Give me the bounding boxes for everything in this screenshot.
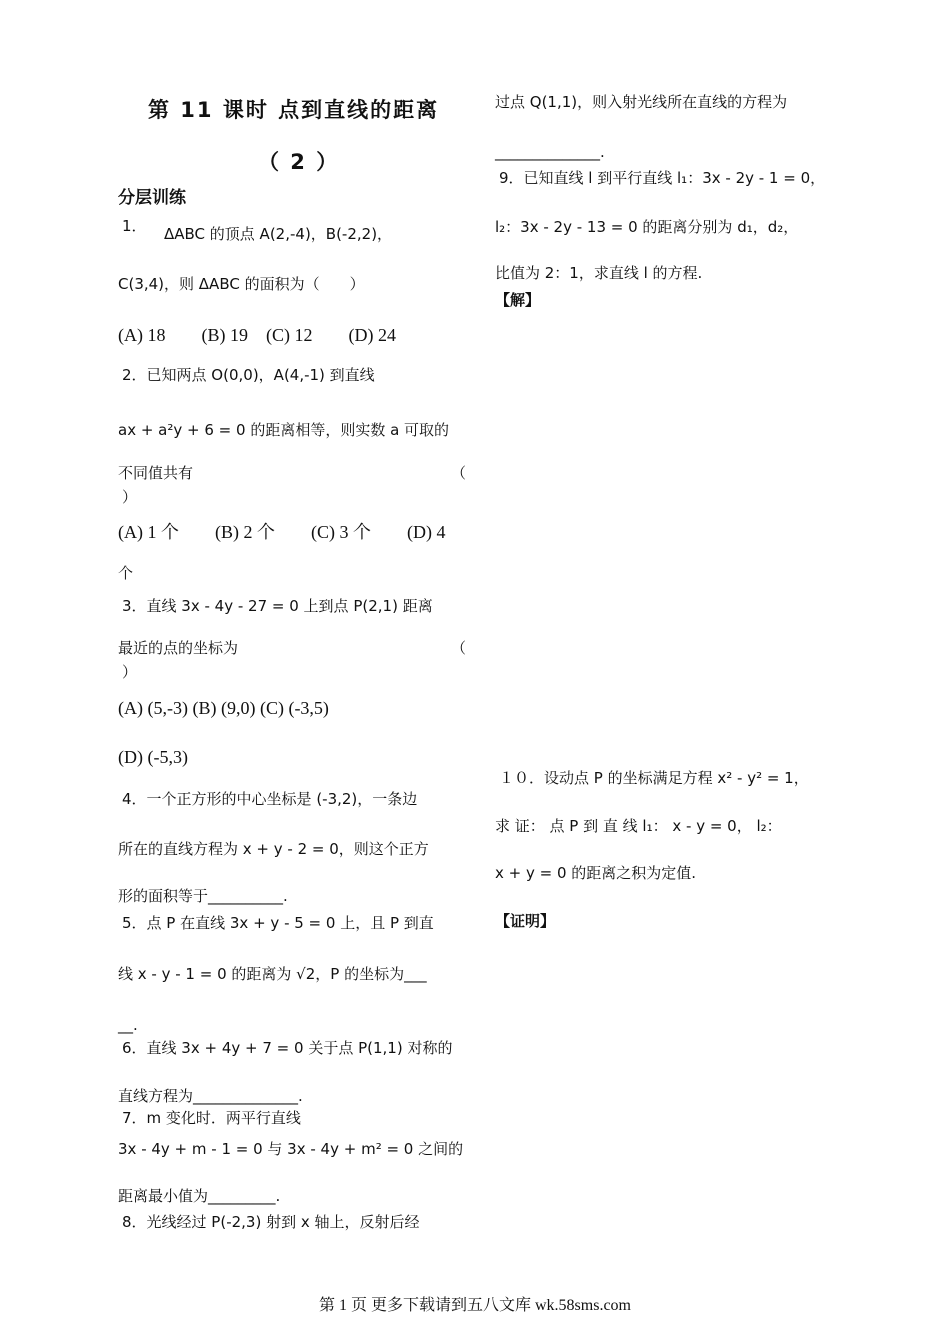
q2-options: (A) 1 个 (B) 2 个 (C) 3 个 (D) 4 <box>118 522 446 542</box>
section-heading: 分层训练 <box>118 188 186 208</box>
q10-line-1: １０．设动点 P 的坐标满足方程 x² - y² = 1， <box>499 769 809 787</box>
q8-line-2: 过点 Q(1,1)，则入射光线所在直线的方程为 <box>495 93 788 111</box>
q9-line-3: 比值为 2：1，求直线 l 的方程. <box>495 264 703 282</box>
q4-line-2: 所在的直线方程为 x + y - 2 = 0，则这个正方 <box>118 840 429 858</box>
q9-line-1: 9．已知直线 l 到平行直线 l₁：3x - 2y - 1 = 0， <box>499 169 826 187</box>
q9-line-2: l₂：3x - 2y - 13 = 0 的距离分别为 d₁，d₂， <box>495 218 799 236</box>
q6-line-2: 直线方程为______________. <box>118 1087 303 1105</box>
q1-options: (A) 18 (B) 19 (C) 12 (D) 24 <box>118 325 396 345</box>
q1-line-1: ΔABC 的顶点 A(2,-4)，B(-2,2)， <box>164 225 393 243</box>
q6-line-1: 6．直线 3x + 4y + 7 = 0 关于点 P(1,1) 对称的 <box>122 1039 453 1057</box>
q3-paren-close: ） <box>122 663 138 681</box>
q10-line-3: x + y = 0 的距离之积为定值. <box>495 864 697 882</box>
q5-line-3: __. <box>118 1016 138 1034</box>
q1-line-2: C(3,4)，则 ΔABC 的面积为（ ） <box>118 275 365 293</box>
q7-line-3: 距离最小值为_________. <box>118 1187 281 1205</box>
page-subtitle: （ 2 ） <box>258 150 340 174</box>
q4-line-1: 4．一个正方形的中心坐标是 (-3,2)，一条边 <box>122 790 418 808</box>
q3-line-1: 3．直线 3x - 4y - 27 = 0 上到点 P(2,1) 距离 <box>122 597 433 615</box>
q2-line-6: 个 <box>118 564 134 582</box>
q3-paren-open: （ <box>451 639 467 657</box>
q2-paren-close: ） <box>122 488 138 506</box>
q2-line-3: 不同值共有 <box>118 464 194 482</box>
q10-proof-label: 【证明】 <box>495 912 556 930</box>
q4-line-3: 形的面积等于__________. <box>118 887 288 905</box>
q10-line-2: 求 证： 点 P 到 直 线 l₁： x - y = 0， l₂： <box>495 817 782 835</box>
q3-options-2: (D) (-5,3) <box>118 747 188 767</box>
page-title: 第 11 课时 点到直线的距离 <box>148 98 440 122</box>
q3-options-1: (A) (5,-3) (B) (9,0) (C) (-3,5) <box>118 698 329 718</box>
q2-paren-open: （ <box>451 464 467 482</box>
q7-line-2: 3x - 4y + m - 1 = 0 与 3x - 4y + m² = 0 之间的 <box>118 1140 464 1158</box>
q7-line-1: 7．m 变化时．两平行直线 <box>122 1109 301 1127</box>
q2-line-1: 2．已知两点 O(0,0)，A(4,-1) 到直线 <box>122 366 375 384</box>
q5-line-1: 5．点 P 在直线 3x + y - 5 = 0 上，且 P 到直 <box>122 914 434 932</box>
q9-answer-label: 【解】 <box>495 291 541 309</box>
q3-line-2: 最近的点的坐标为 <box>118 639 239 657</box>
q8-line-1: 8．光线经过 P(-2,3) 射到 x 轴上，反射后经 <box>122 1213 420 1231</box>
q1-number: 1． <box>122 217 147 235</box>
q2-line-2: ax + a²y + 6 = 0 的距离相等，则实数 a 可取的 <box>118 421 450 439</box>
q5-line-2: 线 x - y - 1 = 0 的距离为 √2，P 的坐标为___ <box>118 965 427 983</box>
page-footer: 第 1 页 更多下载请到五八文库 wk.58sms.com <box>318 1297 631 1314</box>
q8-line-3: ______________. <box>495 143 605 161</box>
